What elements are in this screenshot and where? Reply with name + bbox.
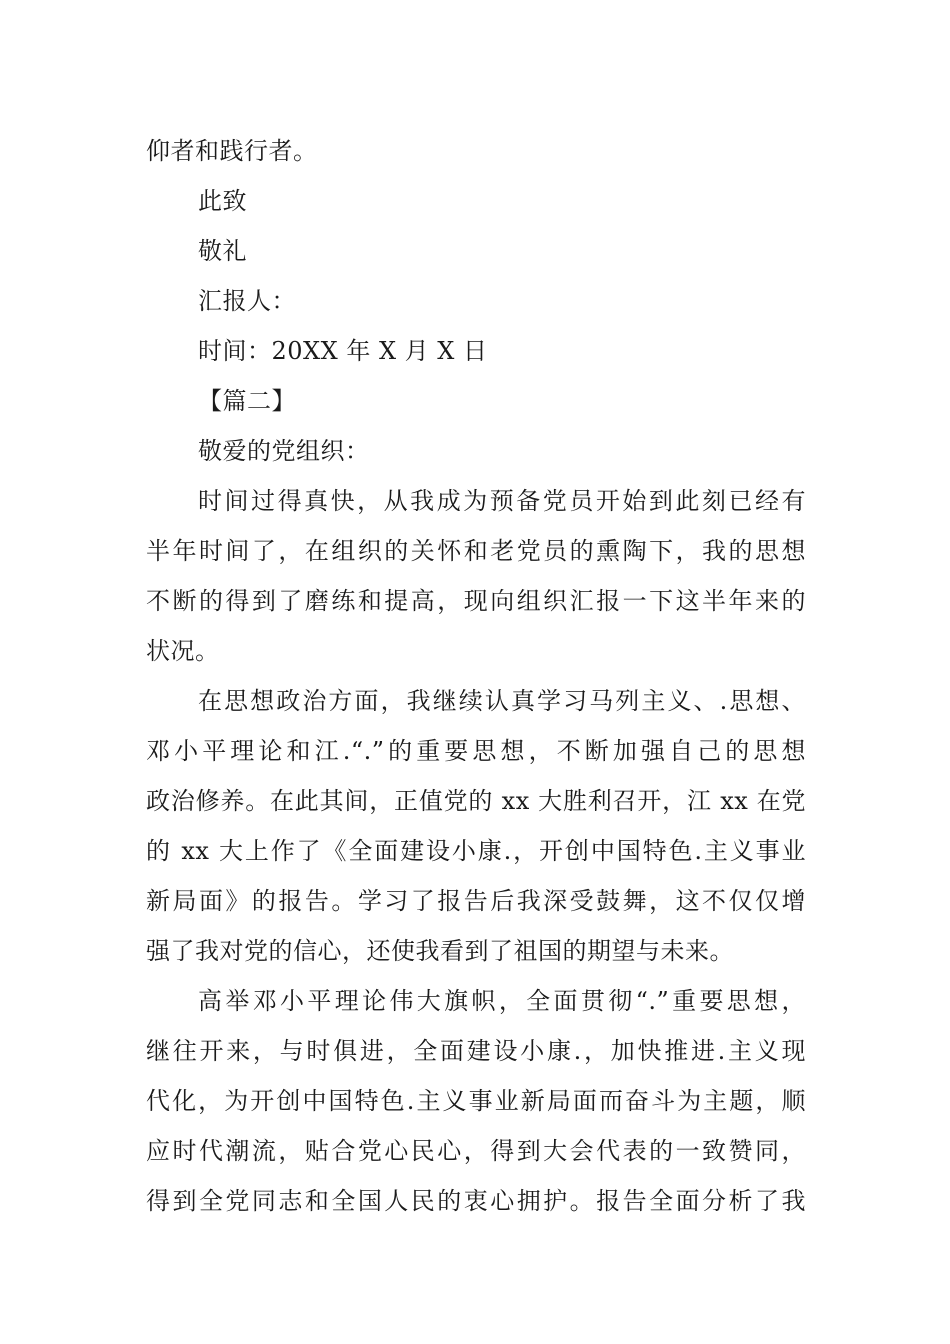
text-line: 新局面》的报告。学习了报告后我深受鼓舞，这不仅仅增 (146, 887, 806, 915)
text-line: 政治修养。在此其间，正值党的 xx 大胜利召开，江 xx 在党 (146, 787, 806, 815)
text-line: 邓小平理论和江.“.”的重要思想，不断加强自己的思想 (146, 737, 806, 765)
text-line: 状况。 (146, 637, 220, 665)
text-line: 此致 (198, 187, 247, 215)
text-line: 继往开来，与时俱进，全面建设小康.，加快推进.主义现 (146, 1037, 806, 1065)
text-line: 强了我对党的信心，还使我看到了祖国的期望与未来。 (146, 937, 734, 965)
text-line: 半年时间了，在组织的关怀和老党员的熏陶下，我的思想 (146, 537, 806, 565)
text-line: 在思想政治方面，我继续认真学习马列主义、.思想、 (198, 687, 806, 715)
text-line: 得到全党同志和全国人民的衷心拥护。报告全面分析了我 (146, 1187, 806, 1215)
text-line: 【篇二】 (198, 387, 296, 415)
text-line: 时间：20XX 年 X 月 X 日 (198, 337, 488, 365)
text-line: 高举邓小平理论伟大旗帜，全面贯彻“.”重要思想， (198, 987, 806, 1015)
text-line: 敬礼 (198, 237, 247, 265)
text-line: 代化，为开创中国特色.主义事业新局面而奋斗为主题，顺 (146, 1087, 806, 1115)
text-line: 应时代潮流，贴合党心民心，得到大会代表的一致赞同， (146, 1137, 806, 1165)
text-line: 不断的得到了磨练和提高，现向组织汇报一下这半年来的 (146, 587, 806, 615)
text-line: 仰者和践行者。 (146, 137, 318, 165)
document-page (146, 126, 806, 1226)
text-line: 的 xx 大上作了《全面建设小康.，开创中国特色.主义事业 (146, 837, 806, 865)
text-line: 敬爱的党组织： (198, 437, 370, 465)
text-line: 时间过得真快，从我成为预备党员开始到此刻已经有 (198, 487, 806, 515)
text-line: 汇报人： (198, 287, 296, 315)
